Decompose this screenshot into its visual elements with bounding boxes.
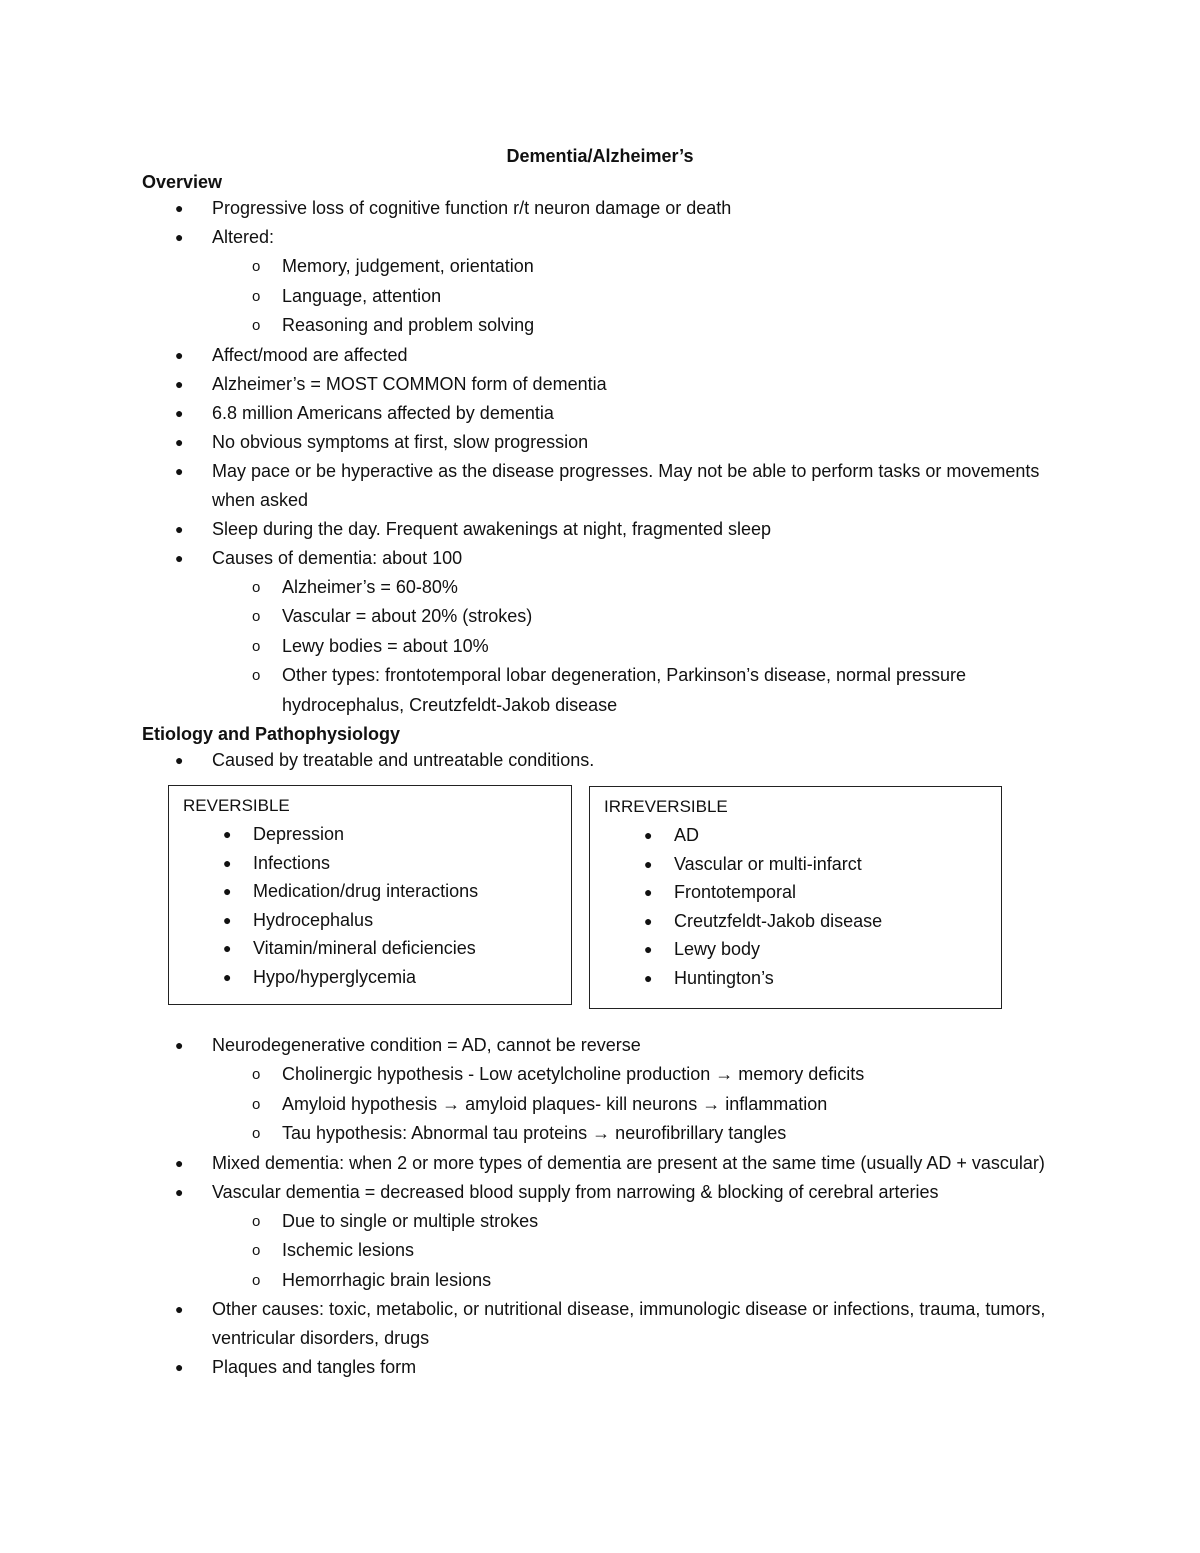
sub-list-item: o Vascular = about 20% (strokes) [212,602,1082,632]
sub-list-item: o Tau hypothesis: Abnormal tau proteins → neurofibrillary tangles [212,1119,1082,1149]
list-item: ● Sleep during the day. Frequent awakenings at night, fragmented sleep [142,515,1082,544]
bullet-icon: ● [644,941,653,957]
bullet-icon: ● [644,969,653,986]
sub-list-item: o Cholinergic hypothesis - Low acetylcholine production → memory deficits [212,1060,1082,1090]
sub-list-item: o Other types: frontotemporal lobar degeneration, Parkinson’s disease, normal pressure hydrocephalus, Creutzfeldt-Jakob disease [212,661,1082,720]
sub-list-item: o Ischemic lesions [212,1236,1082,1266]
sub-bullet-icon: o [252,667,261,684]
vascular-sublist [212,1207,1082,1296]
sub-list-item: o Language, attention [212,282,1082,312]
list-item: ● Altered: o Memory, judgement, orientation o Language, attention o Reasoning and problem solving [142,223,1082,341]
list-item: ● Infections [183,849,478,878]
causes-sublist [212,573,1082,721]
list-item: ● Plaques and tangles form [142,1353,1082,1382]
sub-bullet-icon: o [252,1271,261,1289]
bullet-icon: ● [644,884,653,900]
sub-bullet-icon: o [252,287,261,305]
sub-bullet-icon: o [252,637,261,655]
sub-list-item: o Lewy bodies = about 10% [212,632,1082,662]
overview-section [142,170,1082,775]
list-item: ● Creutzfeldt-Jakob disease [604,907,882,936]
sub-bullet-icon: o [252,1095,261,1113]
etiology-intro-list [142,746,1082,775]
bullet-icon: ● [175,1183,184,1200]
reversible-list [183,820,478,991]
altered-sublist [212,252,1082,341]
bullet-icon: ● [175,200,184,216]
sub-bullet-icon: o [252,578,261,596]
bullet-icon: ● [223,854,232,871]
list-item: ● Vascular dementia = decreased blood supply from narrowing & blocking of cerebral arteries o Due to single or multiple strokes o Ischemic lesions o Hemorrhagic brain lesions [142,1178,1082,1296]
bullet-icon: ● [175,1037,184,1053]
sub-bullet-icon: o [252,1242,261,1259]
bullet-icon: ● [223,968,232,985]
bullet-icon: ● [175,1301,184,1317]
list-item: ● Hypo/hyperglycemia [183,963,478,992]
sub-list-item: o Hemorrhagic brain lesions [212,1266,1082,1296]
list-item: ● Depression [183,820,478,849]
reversible-title: REVERSIBLE [183,796,290,815]
list-item: ● AD [604,821,882,850]
sub-list-item: o Alzheimer’s = 60-80% [212,573,1082,603]
list-item: ● Progressive loss of cognitive function r/t neuron damage or death [142,194,1082,223]
list-item: ● 6.8 million Americans affected by dementia [142,399,1082,428]
bullet-icon: ● [223,940,232,956]
sub-list-item: o Amyloid hypothesis → amyloid plaques- kill neurons → inflammation [212,1090,1082,1120]
list-item: ● Caused by treatable and untreatable conditions. [142,746,1082,775]
irreversible-title: IRREVERSIBLE [604,797,728,816]
list-item: ● Alzheimer’s = MOST COMMON form of dementia [142,370,1082,399]
bullet-icon: ● [175,1154,184,1171]
bullet-icon: ● [175,752,184,768]
bullet-icon: ● [175,375,184,392]
sub-list-item: o Reasoning and problem solving [212,311,1082,341]
sub-bullet-icon: o [252,608,261,625]
bullet-icon: ● [175,1359,184,1375]
bullet-icon: ● [175,404,184,421]
bullet-icon: ● [223,826,232,842]
bullet-icon: ● [175,433,184,450]
sub-list-item: o Due to single or multiple strokes [212,1207,1082,1237]
bullet-icon: ● [175,549,184,566]
overview-heading: Overview [142,172,223,192]
bullet-icon: ● [175,346,184,363]
list-item: ● Causes of dementia: about 100 o Alzheimer’s = 60-80% o Vascular = about 20% (strokes) o Lewy bodies = about 10% o Other types: frontotemporal lobar degeneration, Parkinson’s disease, normal pressure hydrocephalus, Creutzfeldt-Jakob disease [142,544,1082,721]
bullet-icon: ● [175,520,184,537]
sub-bullet-icon: o [252,1212,261,1230]
bullet-icon: ● [223,911,232,928]
neuro-sublist [212,1060,1082,1149]
sub-bullet-icon: o [252,1125,261,1142]
sub-bullet-icon: o [252,1066,261,1083]
bullet-icon: ● [644,827,653,843]
list-item: ● May pace or be hyperactive as the disease progresses. May not be able to perform tasks or movements when asked [142,457,1082,515]
list-item: ● Medication/drug interactions [183,877,478,906]
bullet-icon: ● [644,855,653,872]
sub-bullet-icon: o [252,258,261,275]
etiology-heading: Etiology and Pathophysiology [142,724,401,744]
irreversible-list [604,821,882,992]
overview-list [142,194,1082,720]
list-item: ● Vitamin/mineral deficiencies [183,934,478,963]
list-item: ● Lewy body [604,935,882,964]
etiology-list [142,1031,1082,1382]
irreversible-box [589,786,1002,1009]
reversible-box [168,785,572,1005]
bullet-icon: ● [223,883,232,899]
bullet-icon: ● [644,912,653,929]
document-title: Dementia/Alzheimer’s [506,146,694,166]
list-item: ● Hydrocephalus [183,906,478,935]
sub-bullet-icon: o [252,317,261,334]
sub-list-item: o Memory, judgement, orientation [212,252,1082,282]
bullet-icon: ● [175,229,184,245]
list-item: ● No obvious symptoms at first, slow progression [142,428,1082,457]
etiology-section [142,1031,1082,1382]
list-item: ● Other causes: toxic, metabolic, or nutritional disease, immunologic disease or infections, trauma, tumors, ventricular disorders, drugs [142,1295,1082,1353]
list-item: ● Huntington’s [604,964,882,993]
list-item: ● Frontotemporal [604,878,882,907]
list-item: ● Vascular or multi-infarct [604,850,882,879]
list-item: ● Affect/mood are affected [142,341,1082,370]
list-item: ● Mixed dementia: when 2 or more types of dementia are present at the same time (usually AD + vascular) [142,1149,1082,1178]
bullet-icon: ● [175,462,184,479]
list-item: ● Neurodegenerative condition = AD, cannot be reverse o Cholinergic hypothesis - Low acetylcholine production → memory deficits o Amyloid hypothesis → amyloid plaques- kill neurons → inflammation o Tau hypothesis: Abnormal tau proteins → neurofibrillary tangles [142,1031,1082,1149]
